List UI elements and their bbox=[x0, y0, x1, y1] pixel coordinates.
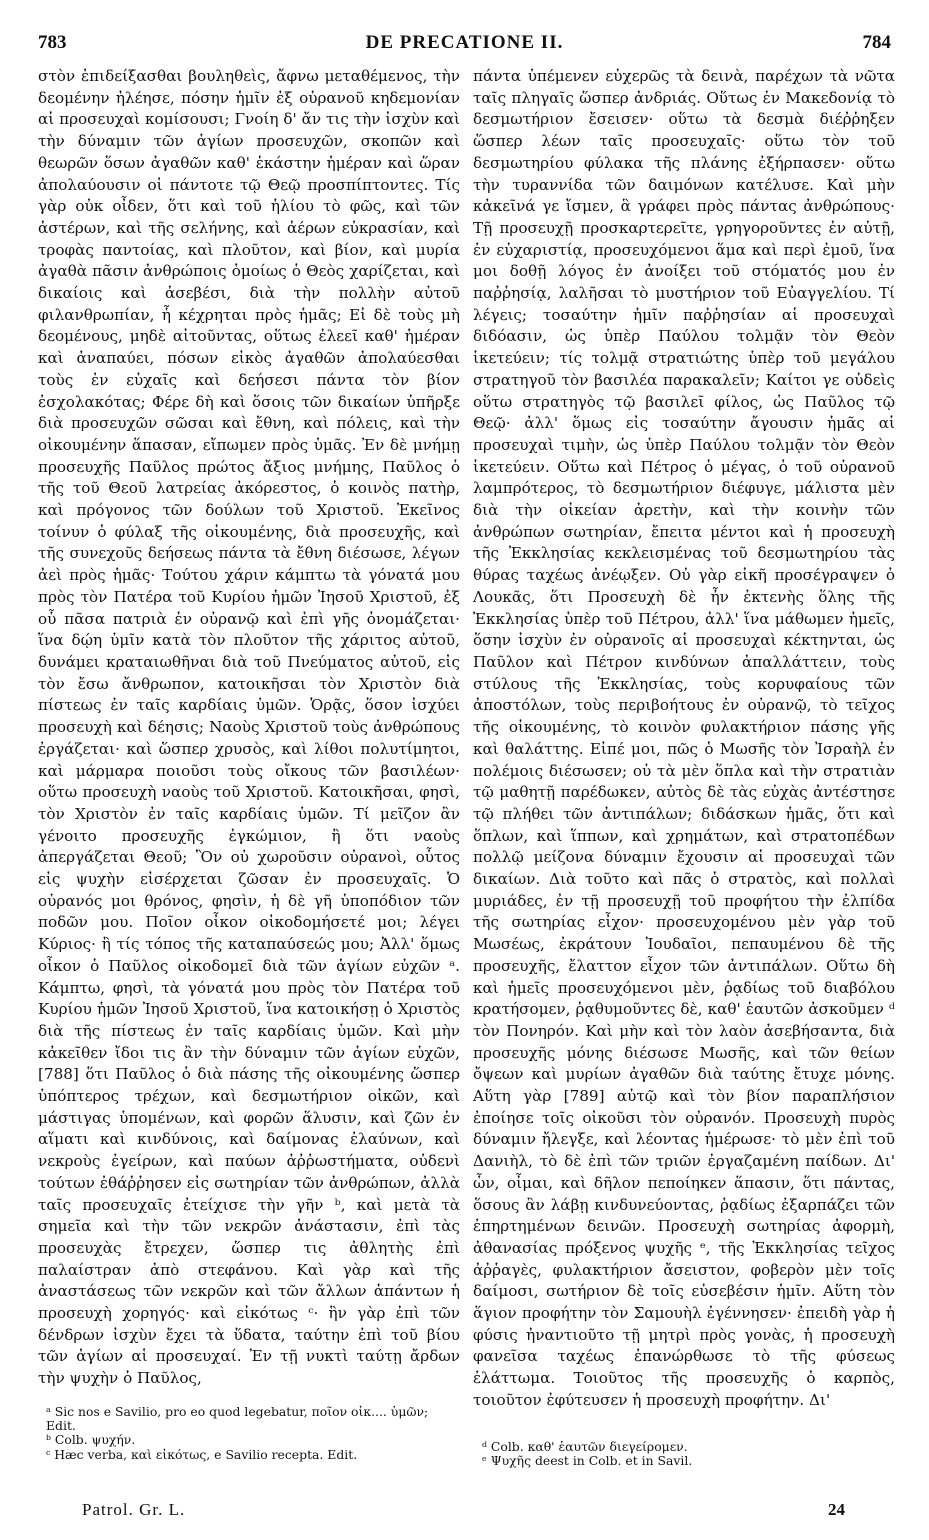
page-number-right: 784 bbox=[862, 32, 891, 53]
running-title: DE PRECATIONE II. bbox=[365, 32, 564, 53]
page-number-left: 783 bbox=[38, 32, 67, 53]
signature-number: 24 bbox=[828, 1500, 845, 1519]
page-header bbox=[38, 32, 891, 58]
right-column-text: πάντα ὑπέμενεν εὐχερῶς τὰ δεινὰ, παρέχων τὰ νῶτα ταῖς πληγαῖς ὥσπερ ἀνδριάς. Οὕτως ἐν Μακεδονίᾳ τὸ δεσμωτήριον ἔσεισεν· οὕτω τὰ δεσμὰ διέῤῥηξεν ὥσπερ λέων ταῖς προσευχαῖς· οὕτω τὸν τοῦ δεσμωτηρίου φύλακα τῆς πλάνης ἐξήρπασεν· οὕτω τὴν τυραννίδα τῶν δαιμόνων κατέλυσε. Καὶ μὴν κἀκεῖνά γε ἴσμεν, ἃ γράφει πρὸς πάντας ἀνθρώπους· Τῇ προσευχῇ προσκαρτερεῖτε, γρηγοροῦντες ἐν αὐτῇ, ἐν εὐχαριστίᾳ, προσευχόμενοι ἅμα καὶ περὶ ἐμοῦ, ἵνα μοι δοθῇ λόγος ἐν ἀνοίξει τοῦ στόματός μου ἐν παῤῥησίᾳ, λαλῆσαι τὸ μυστήριον τοῦ Εὐαγγελίου. Τί λέγεις; τοσαύτην ἡμῖν παῤῥησίαν αἱ προσευχαὶ διδόασιν, ὡς ὑπὲρ Παύλου τολμᾷν τὸν Θεὸν ἱκετεύειν; τίς τολμᾷ στρατιώτης ὑπὲρ τοῦ μεγάλου στρατηγοῦ τὸν βασιλέα παρακαλεῖν; Καίτοι γε οὐδεὶς οὕτω στρατηγὸς τῷ βασιλεῖ φίλος, ὡς Παῦλος τῷ Θεῷ· ἀλλ' ὅμως εἰς τοσαύτην ἄγουσιν ἡμᾶς αἱ προσευχαὶ τιμὴν, ὡς ὑπὲρ Παύλου τολμᾷν τὸν Θεὸν ἱκετεύειν. Οὕτω καὶ Πέτρος ὁ μέγας, ὁ τοῦ οὐρανοῦ λαμπρότερος, τὸ δεσμωτήριον διέφυγε, μάλιστα μὲν διὰ τὴν οἰκείαν ἀρετὴν, καὶ τὴν κοινὴν τῶν ἀνθρώπων σωτηρίαν, ἔπειτα μέντοι καὶ ἡ προσευχὴ τῆς Ἐκκλησίας κεκλεισμένας τοῦ δεσμωτηρίου τὰς θύρας ταχέως ἀνέῳξεν. Οὐ γὰρ εἰκῆ προσέγραψεν ὁ Λουκᾶς, ὅτι Προσευχὴ δὲ ἦν ἐκτενὴς ὅλης τῆς Ἐκκλησίας ὑπὲρ τοῦ Πέτρου, ἀλλ' ἵνα μάθωμεν ἡμεῖς, ὅσην ἰσχὺν ἐν οὐρανοῖς αἱ προσευχαὶ κέκτηνται, ὡς Παῦλον καὶ Πέτρον κινδύνων ἀπαλλάττειν, τοὺς στύλους τῆς Ἐκκλησίας, τοὺς κορυφαίους τῶν ἀποστόλων, τοὺς περιβοήτους ἐν οὐρανῷ, τὸ τεῖχος τῆς οἰκουμένης, τὸ κοινὸν φυλακτήριον πάσης γῆς καὶ θαλάττης. Εἰπέ μοι, πῶς ὁ Μωσῆς τὸν Ἰσραὴλ ἐν πολέμοις διέσωσεν; οὐ τὰ μὲν ὅπλα καὶ τὴν στρατιὰν τῷ μαθητῇ παρέδωκεν, αὐτὸς δὲ τὰς εὐχὰς ἀντέστησε τῷ πλήθει τῶν ἀντιπάλων; διδάσκων ἡμᾶς, ὅτι καὶ ὅπλων, καὶ ἵππων, καὶ χρημάτων, καὶ στρατοπέδων πολλῷ μείζονα δύναμιν ἔχουσιν αἱ προσευχαὶ τῶν δικαίων. Διὰ τοῦτο καὶ πᾶς ὁ στρατὸς, καὶ πολλαὶ μυριάδες, ἐν τῇ προσευχῇ τοῦ προφήτου τὴν ἐλπίδα τῆς σωτηρίας εἶχον· προσευχομένου μὲν γὰρ τοῦ Μωσέως, ἐκράτουν Ἰουδαῖοι, πεπαυμένου δὲ τῆς προσευχῆς, ἔλαττον εἶχον τῶν ἀντιπάλων. Οὕτω δὴ καὶ ἡμεῖς προσευχόμενοι μὲν, ῥᾳδίως τοῦ διαβόλου κρατήσομεν, ῥᾳθυμοῦντες δὲ, καθ' ἑαυτῶν ἀσκοῦμεν ᵈ τὸν Πονηρόν. Καὶ μὴν καὶ τὸν λαὸν ἀσεβήσαντα, διὰ προσευχῆς μόνης διέσωσε Μωσῆς, καὶ τῶν θείων ὄψεων καὶ μυρίων ἀγαθῶν διὰ ταύτης ἔτυχε μόνης. Αὕτη γὰρ [789] αὐτῷ καὶ τὸν βίον παραπλήσιον ἐποίησε τοῖς οἰκοῦσι τὸν οὐρανόν. Προσευχὴ πυρὸς δύναμιν ἤλεγξε, καὶ λέοντας ἡμέρωσε· τὸ μὲν ἐπὶ τοῦ Δανιὴλ, τὸ δὲ ἐπὶ τῶν τριῶν ἐργαζαμένη παίδων. Δι' ὧν, οἶμαι, καὶ δῆλον πεποίηκεν ἅπασιν, ὅτι πάντας, ὅσους ἂν λάβῃ κινδυνεύοντας, ῥᾳδίως ἐξαρπάζει τῶν ἐπηρτημένων δεινῶν. Προσευχὴ σωτηρίας ἀφορμὴ, ἀθανασίας πρόξενος ψυχῆς ᵉ, τῆς Ἐκκλησίας τεῖχος ἀῤῥαγὲς, φυλακτήριον ἄσειστον, φοβερὸν μὲν τοῖς δαίμοσι, σωτήριον δὲ τοῖς εὐσεβέσιν ἡμῖν. Αὕτη τὸν ἅγιον προφήτην τὸν Σαμουὴλ ἐγέννησεν· ἐπειδὴ γὰρ ἡ φύσις ἠναντιοῦτο τῇ μητρὶ πρὸς γονὰς, ἡ προσευχὴ φανεῖσα ταχέως ἐπανώρθωσε τὸ τῆς φύσεως ἐλάττωμα. Τοιοῦτος τῆς προσευχῆς ὁ καρπὸς, τοιοῦτον ἐφύτευσεν ἡ προσευχὴ προφήτην. Δι' bbox=[473, 67, 895, 1409]
left-column-text: στὸν ἐπιδείξασθαι βουληθεὶς, ἄφνω μεταθέμενος, τὴν δεομένην ἠλέησε, πόσην ἡμῖν ἐξ οὐρανοῦ κηδεμονίαν αἱ προσευχαὶ κομίσουσι; Γνοίη δ' ἄν τις τὴν ἰσχὺν καὶ τὴν δύναμιν τῶν ἁγίων προσευχῶν, σκοπῶν καὶ θεωρῶν ὅσων ἀγαθῶν καθ' ἑκάστην ἡμέραν καὶ ὥραν ἀπολαύουσιν οἱ πάντοτε τῷ Θεῷ προσπίπτοντες. Τίς γὰρ οὐκ οἶδεν, ὅτι καὶ τοῦ ἡλίου τὸ φῶς, καὶ τῶν ἀστέρων, καὶ τῆς σελήνης, καὶ ἀέρων εὐκρασίαν, καὶ τροφὰς παντοίας, καὶ πλοῦτον, καὶ βίον, καὶ μυρία ἀγαθὰ πᾶσιν ἀνθρώποις ὁμοίως ὁ Θεὸς χαρίζεται, καὶ δικαίοις καὶ ἀσεβέσι, διὰ τὴν πολλὴν αὐτοῦ φιλανθρωπίαν, ἧ κέχρηται πρὸς ἡμᾶς; Εἰ δὲ τοὺς μὴ δεομένους, μηδὲ αἰτοῦντας, οὕτως ἐλεεῖ καθ' ἡμέραν καὶ ἀναπαύει, πόσων εἰκὸς ἀγαθῶν ἀπολαύεσθαι τοὺς ἐν εὐχαῖς καὶ δεήσεσι πάντα τὸν βίον ἐσχολακότας; Φέρε δὴ καὶ ὅσοις τῶν δικαίων ὑπῆρξε διὰ προσευχῶν σῶσαι καὶ ἔθνη, καὶ πόλεις, καὶ τὴν οἰκουμένην ἅπασαν, εἴπωμεν πρὸς ὑμᾶς. Ἐν δὲ μνήμῃ προσευχῆς Παῦλος πρώτος ἄξιος μνήμης, Παῦλος ὁ τῆς τοῦ Θεοῦ λατρείας ἀκόρεστος, ὁ κοινὸς πατὴρ, καὶ πρόγονος τῶν δούλων τοῦ Χριστοῦ. Ἐκεῖνος τοίνυν ὁ φύλαξ τῆς οἰκουμένης, διὰ προσευχῆς, καὶ τῆς συνεχοῦς δεήσεως πάντα τὰ ἔθνη διέσωσε, λέγων ἀεὶ πρὸς ἡμᾶς· Τούτου χάριν κάμπτω τὰ γόνατά μου πρὸς τὸν Πατέρα τοῦ Κυρίου ἡμῶν Ἰησοῦ Χριστοῦ, ἐξ οὗ πᾶσα πατριὰ ἐν οὐρανῷ καὶ ἐπὶ γῆς ὀνομάζεται· ἵνα δῴη ὑμῖν κατὰ τὸν πλοῦτον τῆς χάριτος αὐτοῦ, δυνάμει κραταιωθῆναι διὰ τοῦ Πνεύματος αὐτοῦ, εἰς τὸν ἔσω ἄνθρωπον, κατοικῆσαι τὸν Χριστὸν διὰ πίστεως ἐν ταῖς καρδίαις ὑμῶν. Ὁρᾷς, ὅσον ἰσχύει προσευχὴ καὶ δέησις; Ναοὺς Χριστοῦ τοὺς ἀνθρώπους ἐργάζεται· καὶ ὥσπερ χρυσὸς, καὶ λίθοι πολυτίμητοι, καὶ μάρμαρα ποιοῦσι τοὺς οἴκους τῶν βασιλέων· οὕτω προσευχὴ ναοὺς τοῦ Χριστοῦ. Κατοικῆσαι, φησὶ, τὸν Χριστὸν ἐν ταῖς καρδίαις ὑμῶν. Τί μεῖζον ἂν γένοιτο προσευχῆς ἐγκώμιον, ἢ ὅτι ναοὺς ἀπεργάζεται Θεοῦ; Ὃν οὐ χωροῦσιν οὐρανοὶ, οὗτος εἰς ψυχὴν εἰσέρχεται ζῶσαν ἐν προσευχαῖς. Ὁ οὐρανός μοι θρόνος, φησὶν, ἡ δὲ γῆ ὑποπόδιον τῶν ποδῶν μου. Ποῖον οἶκον οἰκοδομήσετέ μοι; λέγει Κύριος· ἢ τίς τόπος τῆς καταπαύσεώς μου; Ἀλλ' ὅμως οἶκον ὁ Παῦλος οἰκοδομεῖ διὰ τῶν ἁγίων εὐχῶν ᵃ. Κάμπτω, φησὶ, τὰ γόνατά μου πρὸς τὸν Πατέρα τοῦ Κυρίου ἡμῶν Ἰησοῦ Χριστοῦ, ἵνα κατοικήσῃ ὁ Χριστὸς διὰ τῆς πίστεως ἐν ταῖς καρδίαις ὑμῶν. Καὶ μὴν κἀκεῖθεν ἴδοι τις ἂν τὴν δύναμιν τῶν ἁγίων εὐχῶν, [788] ὅτι Παῦλος ὁ διὰ πάσης τῆς οἰκουμένης ὥσπερ ὑπόπτερος τρέχων, καὶ δεσμωτήριον οἰκῶν, καὶ μάστιγας ὑπομένων, καὶ φορῶν ἅλυσιν, καὶ ζῶν ἐν αἵματι καὶ κινδύνοις, καὶ δαίμονας ἐλαύνων, καὶ νεκροὺς ἐγείρων, καὶ παύων ἀῤῥωστήματα, οὐδενὶ τούτων ἐθάῤῥησεν εἰς σωτηρίαν τῶν ἀνθρώπων, ἀλλὰ ταῖς προσευχαῖς ἐτείχισε τὴν γῆν ᵇ, καὶ μετὰ τὰ σημεῖα καὶ τὴν τῶν νεκρῶν ἀνάστασιν, ἐπὶ τὰς προσευχὰς ἔτρεχεν, ὥσπερ τις ἀθλητὴς ἐπὶ παλαίστραν ἀπὸ στεφάνου. Καὶ γὰρ καὶ τῆς ἀναστάσεως τῶν νεκρῶν καὶ τῶν ἄλλων ἁπάντων ἡ προσευχὴ χορηγός· καὶ εἰκότως ᶜ· ἣν γὰρ ἐπὶ τῶν δένδρων ἰσχὺν ἔχει τὰ ὕδατα, ταύτην ἐπὶ τοῦ βίου τῶν ἁγίων αἱ προσευχαί. Ἐν τῇ νυκτὶ ταύτῃ ἄρδων τὴν ψυχὴν ὁ Παῦλος, bbox=[38, 67, 460, 1388]
footnotes-right: ᵈ Colb. καθ' ἑαυτῶν διεγείρομεν. ᵉ Ψυχῆς deest in Colb. et in Savil. bbox=[482, 1439, 693, 1469]
footnotes-left: ᵃ Sic nos e Savilio, pro eo quod legebatur, ποῖον οἰκ.... ὑμῶν; Edit. ᵇ Colb. ψυχήν. ᶜ Hæc verba, καὶ εἰκότως, e Savilio recepta. Edit. bbox=[46, 1404, 429, 1462]
volume-signature: Patrol. Gr. L. bbox=[82, 1500, 186, 1519]
